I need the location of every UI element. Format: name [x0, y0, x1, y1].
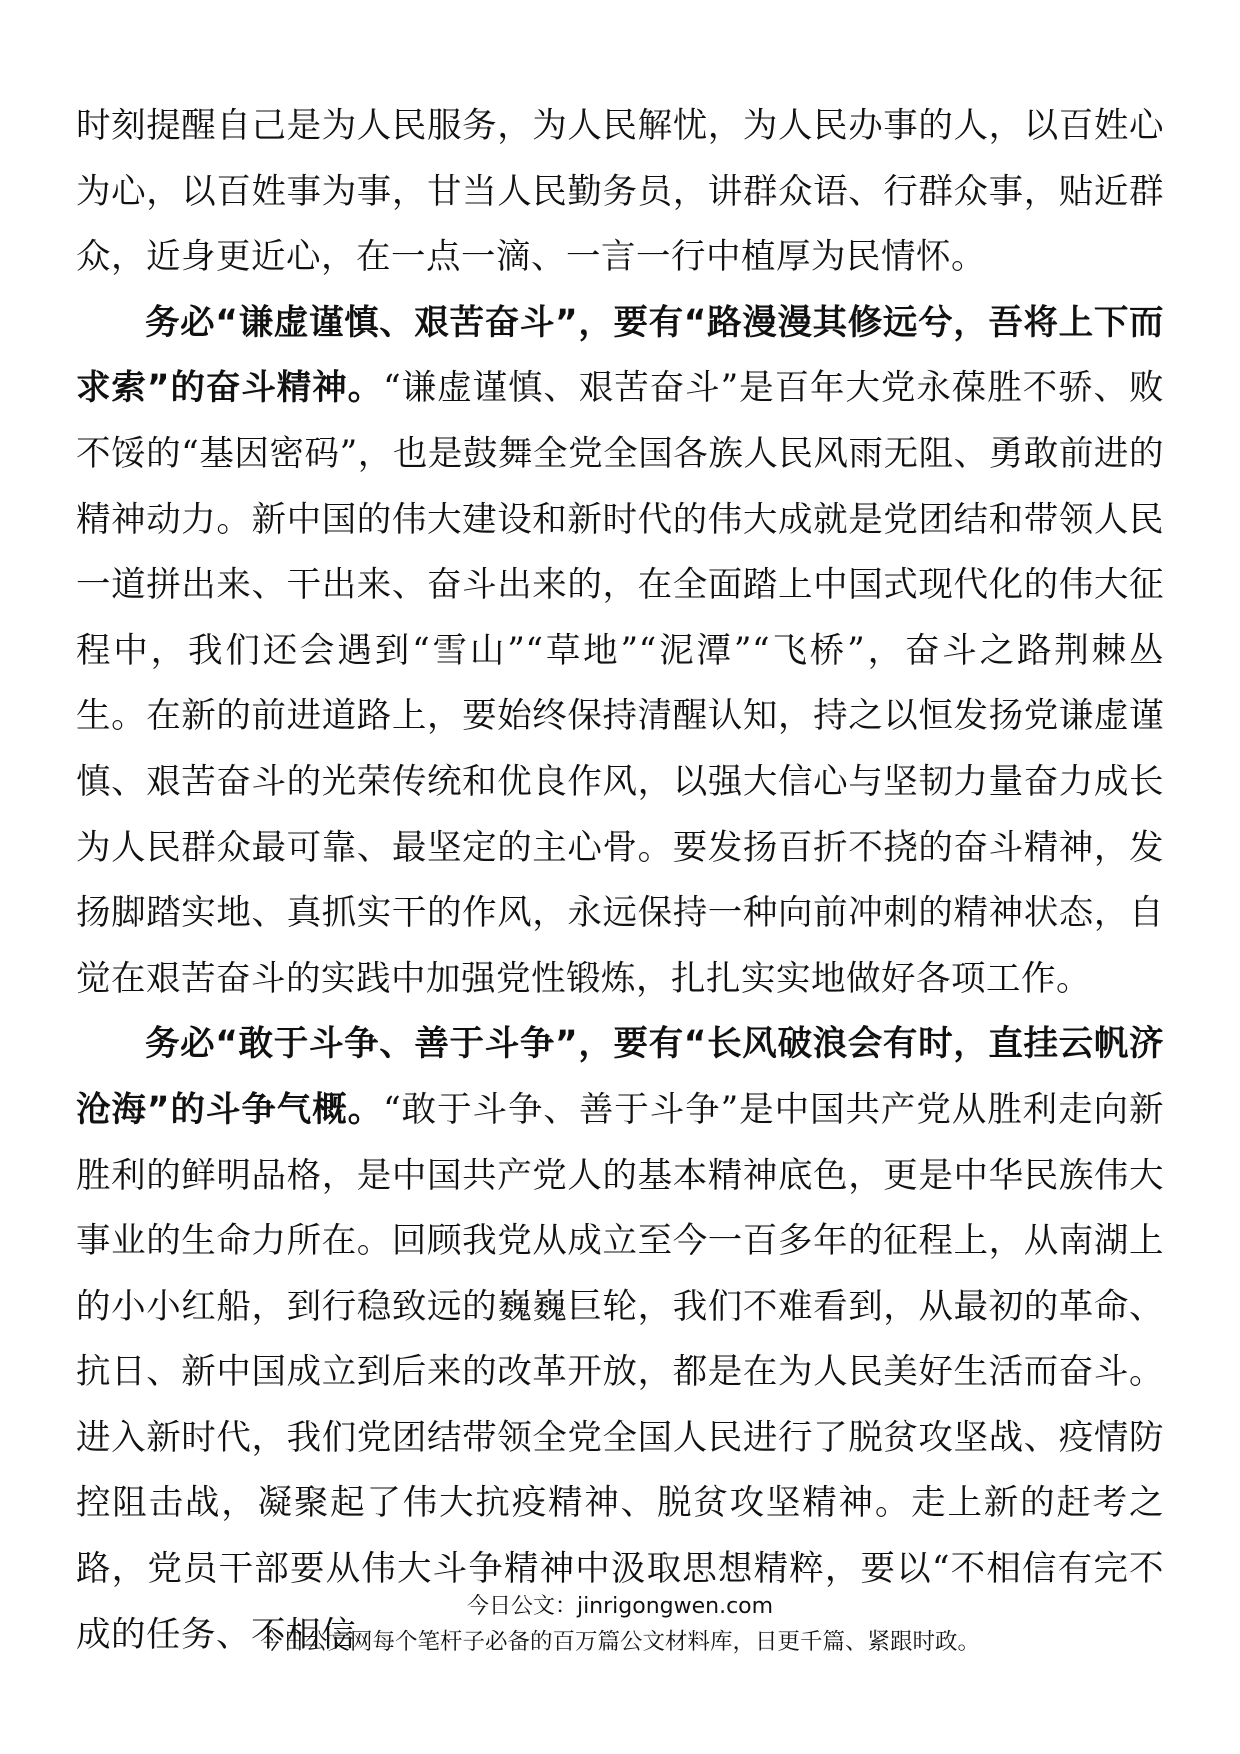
paragraph-3 [76, 1012, 1164, 1668]
paragraph-2-heading: 务必“谦虚谨慎、艰苦奋斗”，要有“路漫漫其修远兮，吾将上下而求索”的奋斗精神。 [76, 302, 1164, 409]
paragraph-1 [76, 94, 1164, 291]
paragraph-1-text: 时刻提醒自己是为人民服务，为人民解忧，为人民办事的人，以百姓心为心，以百姓事为事，甘当人民勤务员，讲群众语、行群众事，贴近群众，近身更近心，在一点一滴、一言一行中植厚为民情怀。 [76, 106, 1164, 278]
paragraph-2 [76, 291, 1164, 1013]
footer-site-label: 今日公文： [466, 1594, 577, 1619]
paragraph-2-text: “谦虚谨慎、艰苦奋斗”是百年大党永葆胜不骄、败不馁的“基因密码”，也是鼓舞全党全国各族人民风雨无阻、勇敢前进的精神动力。新中国的伟大建设和新时代的伟大成就是党团结和带领人民一道拼出来、干出来、奋斗出来的，在全面踏上中国式现代化的伟大征程中，我们还会遇到“雪山”“草地”“泥潭”“飞桥”，奋斗之路荆棘丛生。在新的前进道路上，要始终保持清醒认知，持之以恒发扬党谦虚谨慎、艰苦奋斗的光荣传统和优良作风，以强大信心与坚韧力量奋力成长为人民群众最可靠、最坚定的主心骨。要发扬百折不挠的奋斗精神，发扬脚踏实地、真抓实干的作风，永远保持一种向前冲刺的精神状态，自觉在艰苦奋斗的实践中加强党性锻炼，扎扎实实地做好各项工作。 [76, 368, 1164, 999]
document-body [76, 94, 1164, 1668]
footer-site-line [0, 1592, 1240, 1622]
footer-site-link[interactable]: jinrigongwen.com [576, 1594, 774, 1619]
footer-slogan: 今日公文网每个笔杆子必备的百万篇公文材料库，日更千篇、紧跟时政。 [259, 1629, 980, 1655]
paragraph-3-text: “敢于斗争、善于斗争”是中国共产党从胜利走向新胜利的鲜明品格，是中国共产党人的基本精神底色，更是中华民族伟大事业的生命力所在。回顾我党从成立至今一百多年的征程上，从南湖上的小小红船，到行稳致远的巍巍巨轮，我们不难看到，从最初的革命、抗日、新中国成立到后来的改革开放，都是在为人民美好生活而奋斗。进入新时代，我们党团结带领全党全国人民进行了脱贫攻坚战、疫情防控阻击战，凝聚起了伟大抗疫精神、脱贫攻坚精神。走上新的赶考之路，党员干部要从伟大斗争精神中汲取思想精粹，要以“不相信有完不成的任务、不相信 [76, 1089, 1164, 1655]
paragraph-3-heading: 务必“敢于斗争、善于斗争”，要有“长风破浪会有时，直挂云帆济沧海”的斗争气概。 [76, 1024, 1164, 1130]
